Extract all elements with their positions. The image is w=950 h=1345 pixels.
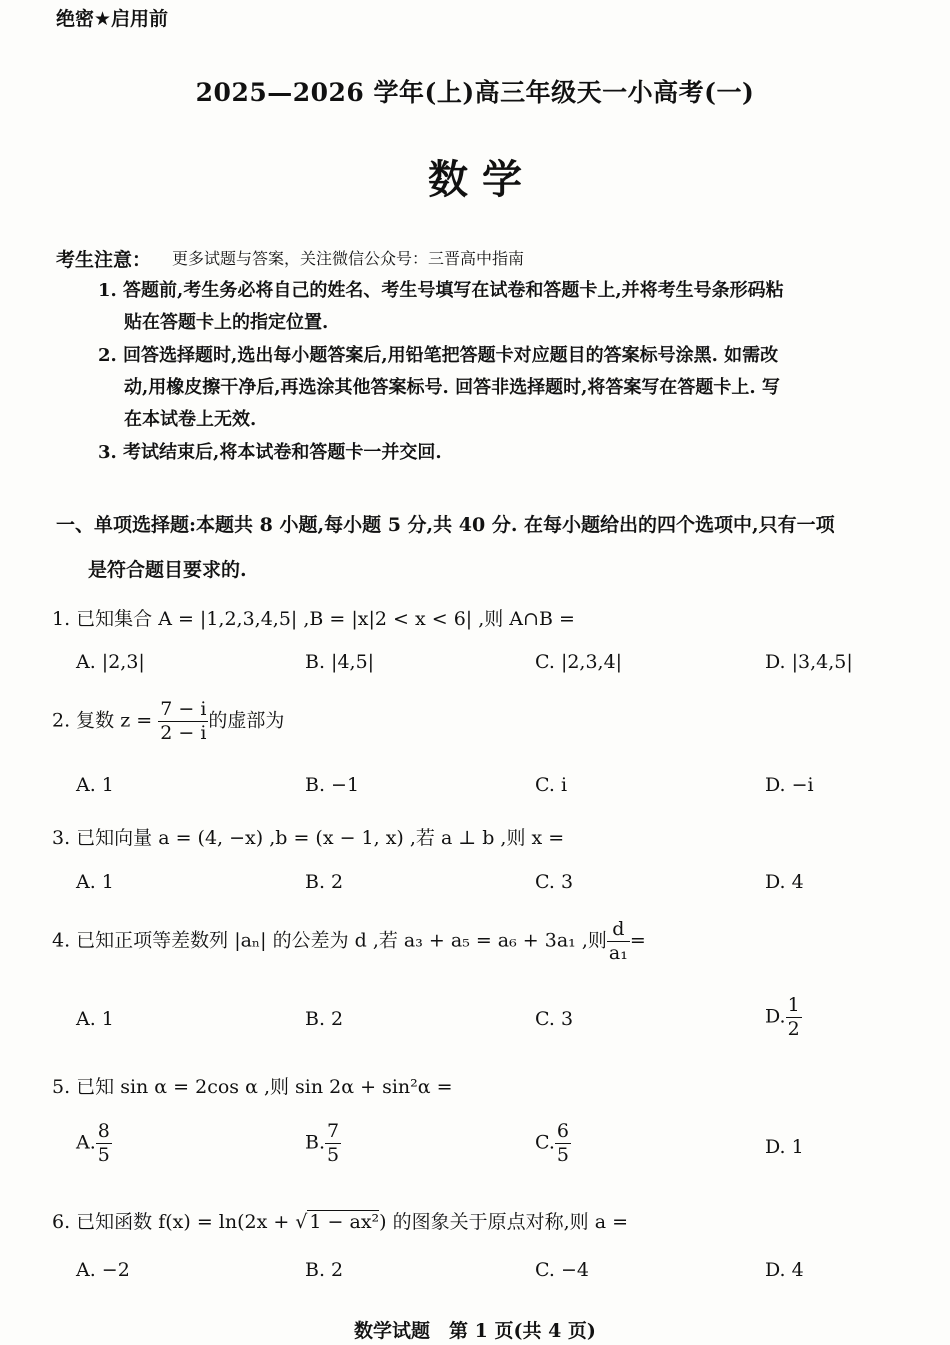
question-3-option-b: B. 2 — [305, 871, 344, 893]
stem-prefix: 4. 已知正项等差数列 |aₙ| 的公差为 d ,若 a₃ + a₅ = a₆ + 3a₁ ,则 — [52, 929, 607, 952]
question-3-option-d: D. 4 — [765, 871, 804, 893]
fraction-denominator: 5 — [327, 1144, 340, 1166]
stem-suffix: = — [629, 929, 646, 952]
fraction-numerator: 6 — [556, 1120, 569, 1142]
stem-prefix: 6. 已知函数 f(x) = ln(2x + √ — [52, 1211, 308, 1233]
fraction — [158, 700, 208, 743]
fraction-denominator: 5 — [97, 1144, 110, 1166]
fraction-numerator: 8 — [97, 1120, 110, 1142]
stem-prefix: 2. 复数 z = — [52, 709, 153, 732]
question-6-stem — [52, 1207, 628, 1234]
notice-line: 3. 考试结束后,将本试卷和答题卡一并交回. — [98, 442, 442, 463]
stem-suffix: 的虚部为 — [208, 709, 285, 732]
question-5-option-b — [305, 1122, 341, 1165]
notice-line: 在本试卷上无效. — [124, 409, 257, 430]
option-prefix: D. — [765, 1005, 786, 1028]
notice-item — [98, 437, 928, 469]
fraction-numerator: 7 − i — [160, 698, 207, 720]
question-3-option-a: A. 1 — [76, 871, 114, 893]
question-4-option-b: B. 2 — [305, 1008, 344, 1030]
fraction-numerator: 1 — [787, 994, 800, 1016]
subject-title: 数 学 — [428, 157, 522, 203]
fraction — [325, 1122, 341, 1165]
question-6-option-b: B. 2 — [305, 1259, 344, 1281]
question-6-option-a: A. −2 — [76, 1259, 130, 1281]
notice-label: 考生注意： — [56, 249, 152, 271]
question-1-option-c: C. |2,3,4| — [535, 651, 623, 673]
question-5-option-d: D. 1 — [765, 1136, 804, 1158]
question-2-option-c: C. i — [535, 774, 568, 796]
question-3-stem: 3. 已知向量 a = (4, −x) ,b = (x − 1, x) ,若 a ⊥ b ,则 x = — [52, 827, 565, 849]
fraction — [786, 996, 802, 1039]
fraction — [555, 1122, 571, 1165]
question-1-option-d: D. |3,4,5| — [765, 651, 853, 673]
question-5-option-c — [535, 1122, 571, 1165]
section-heading: 一、单项选择题:本题共 8 小题,每小题 5 分,共 40 分. 在每小题给出的四个选项中,只有一项 — [56, 514, 835, 536]
notice-line: 贴在答题卡上的指定位置. — [124, 312, 329, 333]
question-6-option-c: C. −4 — [535, 1259, 589, 1281]
question-5-stem: 5. 已知 sin α = 2cos α ,则 sin 2α + sin²α = — [52, 1076, 453, 1098]
fraction-denominator: 2 − i — [160, 722, 207, 744]
question-4-option-c: C. 3 — [535, 1008, 574, 1030]
fraction-numerator: d — [607, 920, 630, 942]
notice-line: 动,用橡皮擦干净后,再选涂其他答案标号. 回答非选择题时,将答案写在答题卡上. 写 — [124, 377, 780, 398]
question-5-option-a — [76, 1122, 112, 1165]
sqrt-radicand: 1 − ax² — [309, 1211, 380, 1233]
notice-item — [98, 340, 928, 436]
stem-suffix: ) 的图象关于原点对称,则 a = — [379, 1211, 628, 1233]
question-2-option-a: A. 1 — [76, 774, 114, 796]
notice-line: 1. 答题前,考生务必将自己的姓名、考生号填写在试卷和答题卡上,并将考生号条形码粘 — [98, 280, 784, 301]
fraction — [607, 920, 630, 963]
question-4-option-d — [765, 996, 802, 1039]
option-prefix: B. — [305, 1131, 326, 1154]
fraction — [96, 1122, 112, 1165]
page-footer: 数学试题 第 1 页(共 4 页) — [354, 1320, 596, 1342]
notice-extra: 更多试题与答案，关注微信公众号：三晋高中指南 — [172, 249, 525, 268]
option-prefix: A. — [76, 1131, 96, 1154]
question-4-stem — [52, 920, 646, 963]
option-prefix: C. — [535, 1131, 555, 1154]
question-4-option-a: A. 1 — [76, 1008, 114, 1030]
question-1-option-b: B. |4,5| — [305, 651, 375, 673]
question-2-option-d: D. −i — [765, 774, 814, 796]
exam-title: 2025—2026 学年(上)高三年级天一小高考(一) — [195, 78, 755, 107]
fraction-denominator: 5 — [556, 1144, 569, 1166]
question-6-option-d: D. 4 — [765, 1259, 804, 1281]
confidential-label: 绝密★启用前 — [56, 8, 169, 30]
fraction-denominator: 2 — [787, 1018, 800, 1040]
section-heading-cont: 是符合题目要求的. — [88, 559, 247, 581]
question-1-stem: 1. 已知集合 A = |1,2,3,4,5| ,B = |x|2 < x < 6| ,则 A∩B = — [52, 608, 575, 630]
question-1-option-a: A. |2,3| — [76, 651, 145, 673]
question-2-option-b: B. −1 — [305, 774, 360, 796]
notice-line: 2. 回答选择题时,选出每小题答案后,用铅笔把答题卡对应题目的答案标号涂黑. 如需改 — [98, 345, 779, 366]
question-2-stem — [52, 700, 284, 743]
fraction-denominator: a₁ — [608, 942, 628, 964]
notice-item — [98, 275, 928, 339]
fraction-numerator: 7 — [327, 1120, 340, 1142]
question-3-option-c: C. 3 — [535, 871, 574, 893]
